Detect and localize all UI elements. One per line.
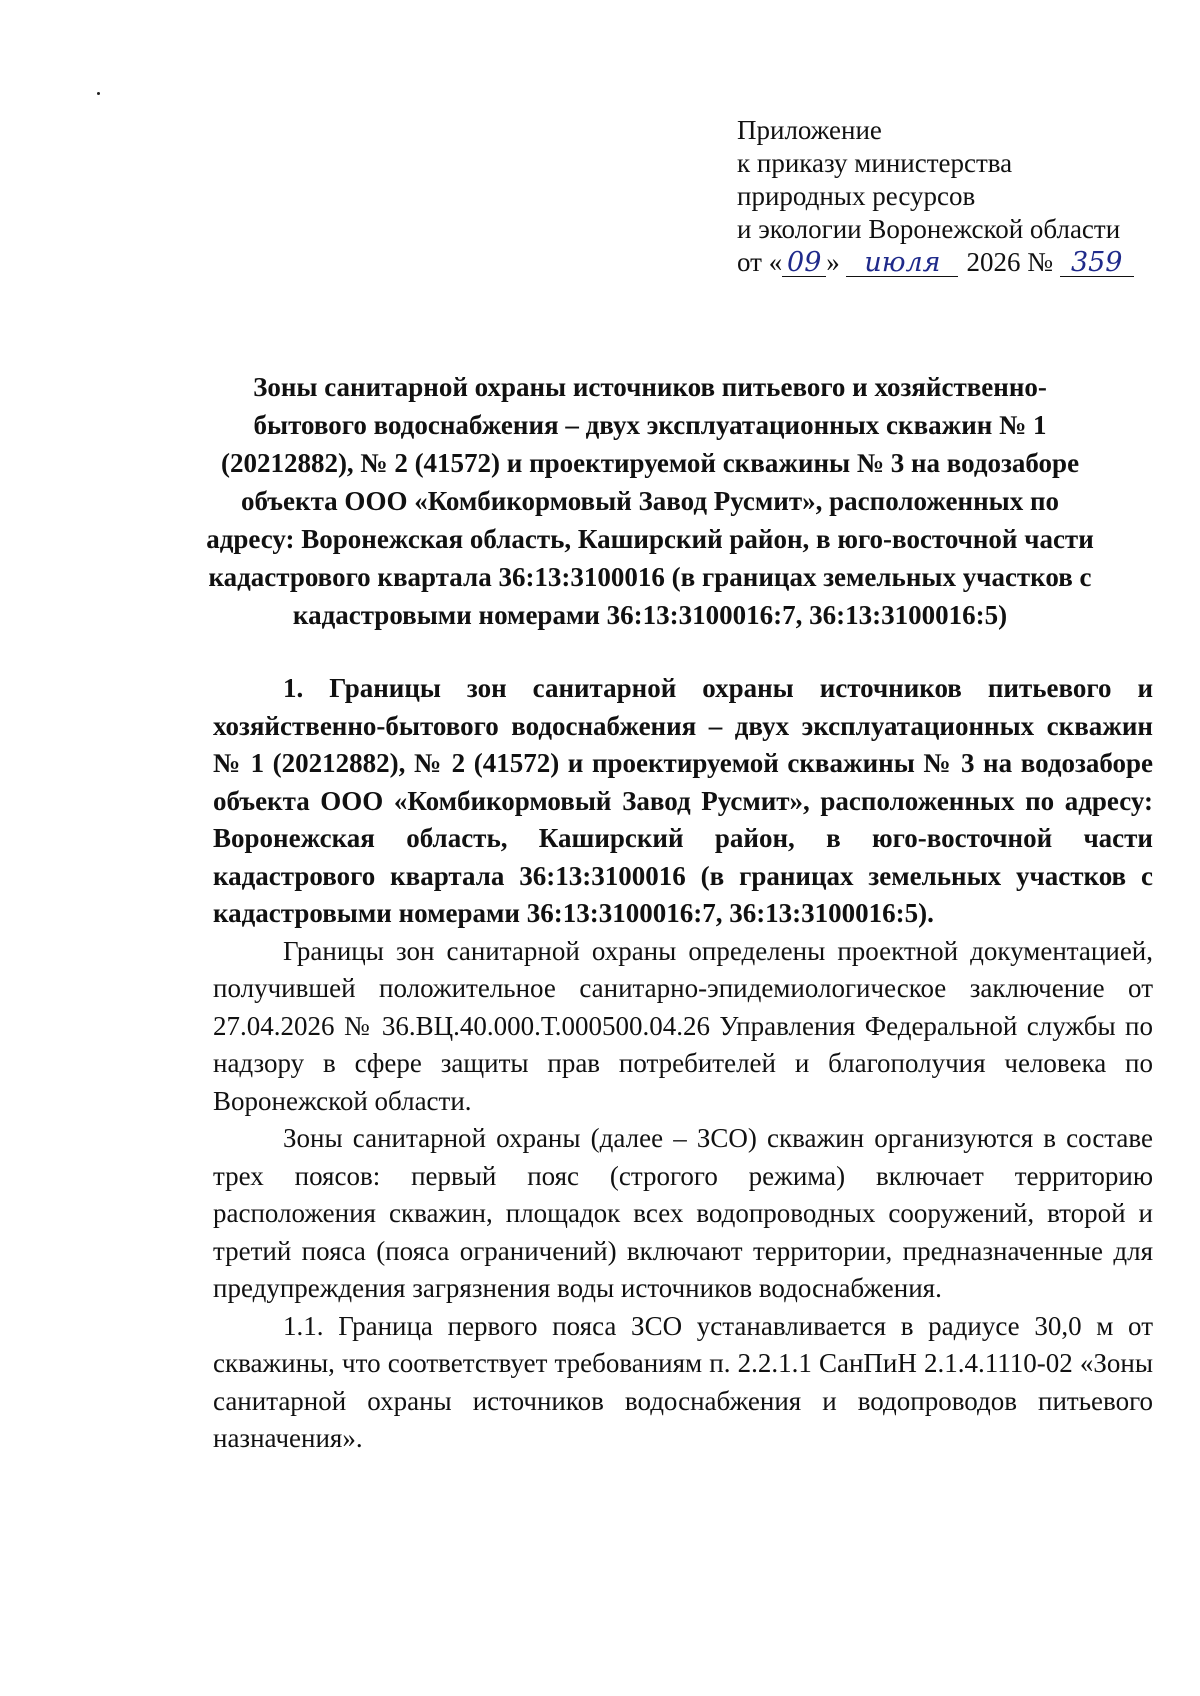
appendix-label: Приложение xyxy=(737,115,882,145)
date-mid: » xyxy=(826,247,840,277)
appendix-ministry-region: и экологии Воронежской области xyxy=(737,214,1121,244)
appendix-date-line xyxy=(737,246,1157,279)
document-title: Зоны санитарной охраны источников питьевого и хозяйственно-бытового водоснабжения – двух эксплуатационных скважин № 1 (20212882), № 2 (41572) и проектируемой скважины № 3 на водозаборе объекта ООО «Комбикормовый Завод Русмит», расположенных по адресу: Воронежская область, Каширский район, в юго-восточной части кадастрового квартала 36:13:3100016 (в границах земельных участков с кадастровыми номерами 36:13:3100016:7, 36:13:3100016:5) xyxy=(206,372,1094,630)
date-prefix: от « xyxy=(737,247,783,277)
appendix-ministry-line: природных ресурсов xyxy=(737,181,976,211)
paragraph-1-1: 1.1. Граница первого пояса ЗСО устанавливается в радиусе 30,0 м от скважины, что соответствует требованиям п. 2.2.1.1 СанПиН 2.1.4.1110-02 «Зоны санитарной охраны источников водоснабжения и водопроводов питьевого назначения». xyxy=(213,1310,1153,1453)
handwritten-day: 09 xyxy=(782,250,826,277)
paragraph-zones: Зоны санитарной охраны (далее – ЗСО) скважин организуются в составе трех поясов: первый пояс (строгого режима) включает территорию расположения скважин, площадок всех водопроводных сооружений, второй и третий пояса (пояса ограничений) включают территории, предназначенные для предупреждения загрязнения воды источников водоснабжения. xyxy=(213,1123,1153,1303)
appendix-header xyxy=(737,114,1157,279)
appendix-order-ref: к приказу министерства xyxy=(737,148,1013,178)
paragraph-borders: Границы зон санитарной охраны определены проектной документацией, получившей положительное санитарно-эпидемиологическое заключение от 27.04.2026 № 36.ВЦ.40.000.Т.000500.04.26 Управления Федеральной службы по надзору в сфере защиты прав потребителей и благополучия человека по Воронежской области. xyxy=(213,935,1153,1116)
section-1-heading: 1. Границы зон санитарной охраны источников питьевого и хозяйственно-бытового водоснабжения – двух эксплуатационных скважин № 1 (20212882), № 2 (41572) и проектируемой скважины № 3 на водозаборе объекта ООО «Комбикормовый Завод Русмит», расположенных по адресу: Воронежская область, Каширский район, в юго-восточной части кадастрового квартала 36:13:3100016 (в границах земельных участков с кадастровыми номерами 36:13:3100016:7, 36:13:3100016:5). xyxy=(213,673,1153,928)
handwritten-order-number: 359 xyxy=(1060,250,1134,277)
handwritten-month: июля xyxy=(846,250,958,277)
scan-speck xyxy=(97,92,100,95)
date-year-number-label: 2026 № xyxy=(966,247,1053,277)
document-body xyxy=(213,670,1153,1458)
